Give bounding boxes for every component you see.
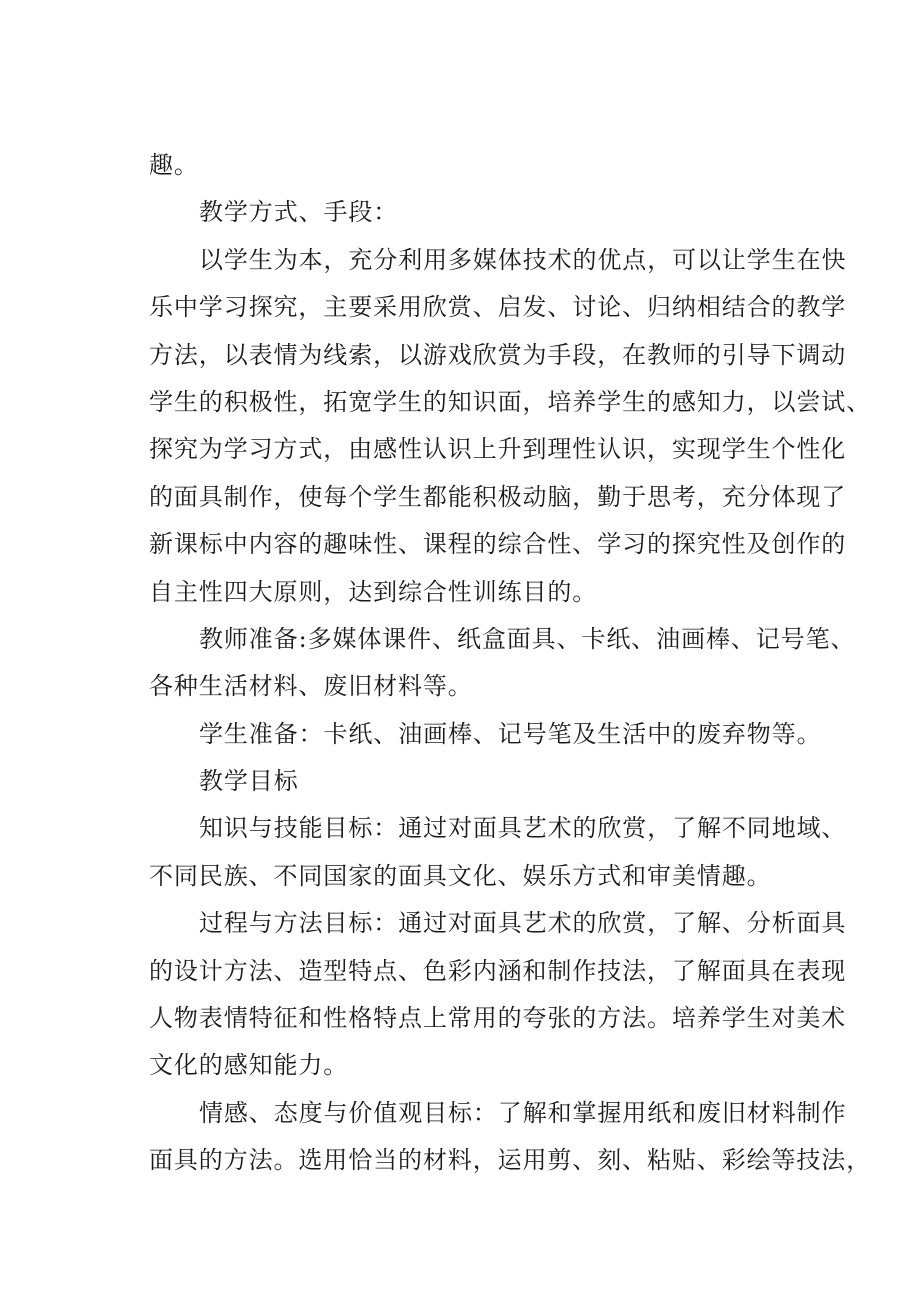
text-line: 趣。 xyxy=(149,151,199,179)
text-line-knowledge-goal: 知识与技能目标：通过对面具艺术的欣赏，了解不同地域、 xyxy=(199,814,847,843)
text-line: 乐中学习探究，主要采用欣赏、启发、讨论、归纳相结合的教学 xyxy=(149,293,847,322)
text-line: 学生的积极性，拓宽学生的知识面，培养学生的感知力，以尝试、 xyxy=(149,387,872,416)
text-line-teacher-prep: 教师准备:多媒体课件、纸盒面具、卡纸、油画棒、记号笔、 xyxy=(199,624,856,653)
text-line: 方法，以表情为线索，以游戏欣赏为手段，在教师的引导下调动 xyxy=(149,340,847,369)
text-line-emotion-goal: 情感、态度与价值观目标：了解和掌握用纸和废旧材料制作 xyxy=(199,1098,847,1127)
document-body xyxy=(149,142,872,1185)
text-line: 不同民族、不同国家的面具文化、娱乐方式和审美情趣。 xyxy=(149,861,772,890)
text-line-process-goal: 过程与方法目标：通过对面具艺术的欣赏，了解、分析面具 xyxy=(199,909,847,938)
text-line: 的面具制作，使每个学生都能积极动脑，勤于思考，充分体现了 xyxy=(149,482,847,511)
text-line: 自主性四大原则，达到综合性训练目的。 xyxy=(149,577,598,606)
section-heading-teaching-goals: 教学目标 xyxy=(199,767,299,796)
text-line: 探究为学习方式，由感性认识上升到理性认识，实现学生个性化 xyxy=(149,435,847,464)
text-line-student-prep: 学生准备：卡纸、油画棒、记号笔及生活中的废弃物等。 xyxy=(199,719,822,748)
text-line: 文化的感知能力。 xyxy=(149,1051,349,1080)
text-line: 各种生活材料、废旧材料等。 xyxy=(149,672,473,701)
text-line: 人物表情特征和性格特点上常用的夸张的方法。培养学生对美术 xyxy=(149,1004,847,1033)
text-line: 的设计方法、造型特点、色彩内涵和制作技法，了解面具在表现 xyxy=(149,956,847,985)
text-line: 以学生为本，充分利用多媒体技术的优点，可以让学生在快 xyxy=(199,245,847,274)
text-line: 新课标中内容的趣味性、课程的综合性、学习的探究性及创作的 xyxy=(149,530,847,559)
section-heading-teaching-method: 教学方式、手段： xyxy=(199,198,399,227)
text-line: 面具的方法。选用恰当的材料，运用剪、刻、粘贴、彩绘等技法， xyxy=(149,1146,872,1175)
